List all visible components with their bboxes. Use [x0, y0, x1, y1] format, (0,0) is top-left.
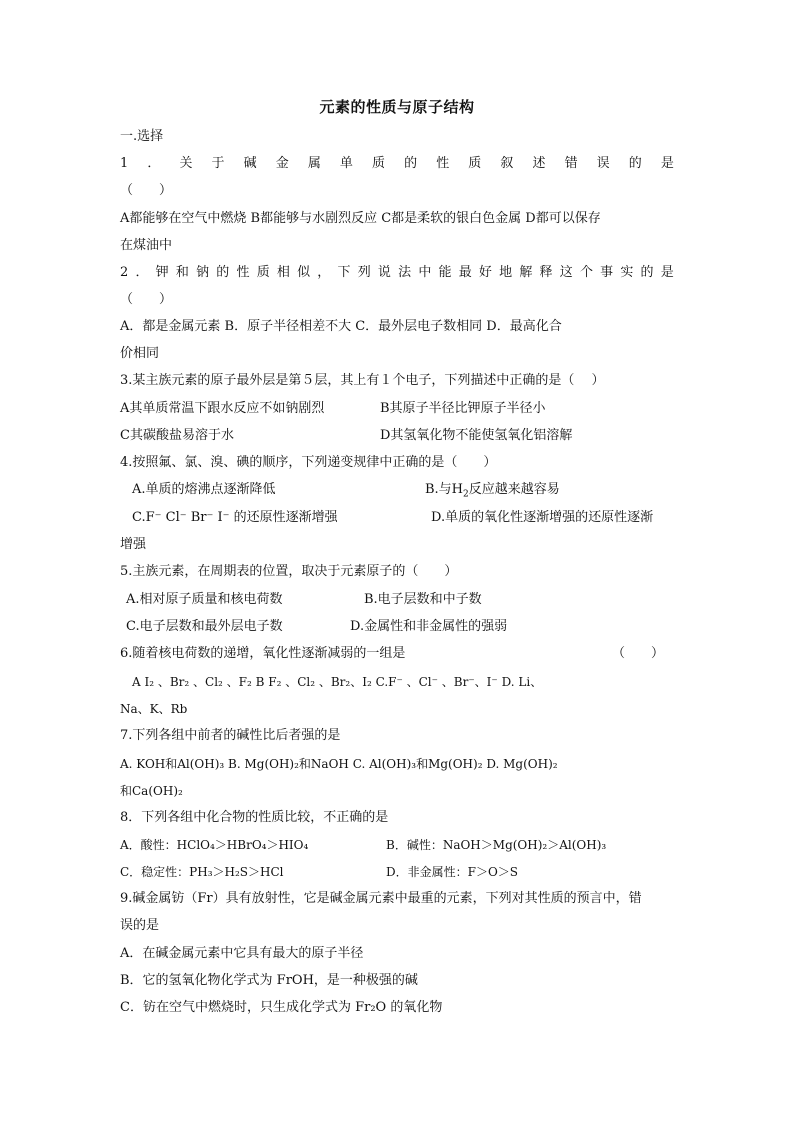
- q1-stem-char: 质: [372, 156, 386, 171]
- q1-blank: （ ）: [120, 183, 173, 198]
- q5-option-d: D.金属性和非金属性的强弱: [350, 619, 508, 634]
- q1-stem-char: 碱: [243, 156, 257, 171]
- q1-stem-char: 单: [339, 156, 353, 171]
- q3-option-b: B其原子半径比钾原子半径小: [380, 401, 546, 416]
- q2-stem-char: 钾: [155, 265, 169, 280]
- q2-stem: [120, 264, 674, 282]
- q8-option-d: D．非金属性：F＞O＞S: [386, 865, 519, 879]
- q2-stem-char: 相: [276, 265, 290, 280]
- q3-option-a: A其单质常温下跟水反应不如钠剧烈: [120, 401, 325, 416]
- q7-options: A. KOH和Al(OH)₃ B. Mg(OH)₂和NaOH C. Al(OH)₃和Mg(OH)₂ D. Mg(OH)₂: [120, 757, 558, 771]
- q3-option-c: C其碳酸盐易溶于水: [120, 428, 234, 443]
- q1-stem-char: 错: [564, 156, 578, 171]
- q1-stem-char: ．: [147, 156, 161, 171]
- q2-stem-char: 似: [297, 265, 311, 280]
- q6-options-cont: Na、K、Rb: [120, 702, 188, 716]
- q2-stem-char: 能: [438, 265, 452, 280]
- q2-options: A．都是金属元素 B．原子半径相差不大 C．最外层电子数相同 D．最高化合: [120, 319, 562, 334]
- q2-blank: （ ）: [120, 292, 173, 307]
- q2-stem-char: ．: [135, 265, 149, 280]
- q4-option-a: A.单质的熔沸点逐渐降低: [132, 482, 276, 497]
- q6-stem: 6.随着核电荷数的递增，氧化性逐渐减弱的一组是: [120, 646, 406, 661]
- q2-stem-char: 最: [458, 265, 472, 280]
- section-heading: 一.选择: [120, 129, 164, 144]
- q4-option-b-pre: B.与H: [425, 482, 464, 497]
- q4-option-d: D.单质的氧化性逐渐增强的还原性逐渐: [431, 510, 654, 525]
- q8-option-a: A．酸性：HClO₄＞HBrO₄＞HIO₄: [120, 838, 309, 852]
- q9-stem-cont: 误的是: [120, 918, 160, 933]
- q1-stem-char: 于: [211, 156, 225, 171]
- q7-stem: 7.下列各组中前者的碱性比后者强的是: [120, 728, 341, 743]
- q2-stem-char: 和: [175, 265, 189, 280]
- q9-option-a: A．在碱金属元素中它具有最大的原子半径: [120, 946, 364, 961]
- q1-options-cont: 在煤油中: [120, 238, 173, 253]
- q2-stem-char: 个: [579, 265, 593, 280]
- q1-stem-char: 属: [307, 156, 321, 171]
- q1-stem-char: 的: [404, 156, 418, 171]
- q1-stem-char: 关: [179, 156, 193, 171]
- q1-options: A都能够在空气中燃烧 B都能够与水剧烈反应 C都是柔软的银白色金属 D都可以保存: [120, 211, 601, 226]
- q1-stem-char: 1: [120, 156, 129, 171]
- q1-stem-char: 的: [628, 156, 642, 171]
- q2-stem-char: ，: [317, 265, 331, 280]
- q5-option-c: C.电子层数和最外层电子数: [126, 619, 283, 634]
- q2-stem-char: 中: [418, 265, 432, 280]
- q2-stem-char: 的: [216, 265, 230, 280]
- q4-option-c: C.F⁻ Cl⁻ Br⁻ I⁻ 的还原性逐渐增强: [132, 510, 338, 525]
- q2-stem-char: 是: [660, 265, 674, 280]
- q2-options-cont: 价相同: [120, 346, 160, 361]
- q1-stem-char: 叙: [500, 156, 514, 171]
- q2-stem-char: 地: [499, 265, 513, 280]
- q1-stem-char: 述: [532, 156, 546, 171]
- q5-stem: 5.主族元素，在周期表的位置，取决于元素原子的（ ）: [120, 564, 458, 579]
- q2-stem-char: 列: [357, 265, 371, 280]
- q2-stem-char: 质: [256, 265, 270, 280]
- q3-option-d: D其氢氧化物不能使氢氧化铝溶解: [380, 428, 573, 443]
- q2-stem-char: 性: [236, 265, 250, 280]
- q1-stem-char: 金: [275, 156, 289, 171]
- q4-stem: 4.按照氟、氯、溴、碘的顺序，下列递变规律中正确的是（ ）: [120, 455, 497, 470]
- q1-stem-char: 误: [596, 156, 610, 171]
- q8-stem: 8．下列各组中化合物的性质比较，不正确的是: [120, 810, 389, 825]
- q9-stem: 9.碱金属钫（Fr）具有放射性，它是碱金属元素中最重的元素，下列对其性质的预言中，错: [120, 891, 642, 906]
- q4-option-d-cont: 增强: [120, 537, 147, 552]
- q2-stem-char: 钠: [196, 265, 210, 280]
- q3-stem: 3.某主族元素的原子最外层是第５层，其上有１个电子，下列描述中正确的是（ ）: [120, 373, 605, 388]
- q5-option-b: B.电子层数和中子数: [364, 592, 482, 607]
- q9-option-c: C．钫在空气中燃烧时，只生成化学式为 Fr₂O 的氧化物: [120, 1000, 443, 1015]
- q4-option-b-post: 反应越来越容易: [468, 482, 560, 497]
- q2-stem-char: 解: [519, 265, 533, 280]
- q1-stem-char: 质: [468, 156, 482, 171]
- q6-options: A I₂ 、Br₂ 、Cl₂ 、F₂ B F₂ 、Cl₂ 、Br₂、I₂ C.F⁻ 、Cl⁻ 、Br⁻、I⁻ D. Li、: [132, 675, 543, 689]
- page-title: 元素的性质与原子结构: [319, 98, 475, 116]
- q2-stem-char: 实: [620, 265, 634, 280]
- q2-stem-char: 这: [559, 265, 573, 280]
- q8-option-c: C．稳定性：PH₃＞H₂S＞HCl: [120, 865, 284, 879]
- q8-option-b: B．碱性：NaOH＞Mg(OH)₂＞Al(OH)₃: [386, 838, 607, 852]
- q1-stem-char: 性: [436, 156, 450, 171]
- q4-option-b: [425, 481, 685, 499]
- q2-stem-char: 下: [337, 265, 351, 280]
- q2-stem-char: 事: [600, 265, 614, 280]
- q6-blank: （ ）: [612, 646, 665, 661]
- q9-option-b: B．它的氢氧化物化学式为 FrOH，是一种极强的碱: [120, 973, 418, 988]
- q4-option-b-sub: 2: [463, 489, 469, 500]
- q2-stem-char: 好: [478, 265, 492, 280]
- q2-stem-char: 2: [120, 265, 129, 280]
- q2-stem-char: 释: [539, 265, 553, 280]
- q2-stem-char: 法: [398, 265, 412, 280]
- q2-stem-char: 的: [640, 265, 654, 280]
- q5-option-a: A.相对原子质量和核电荷数: [126, 592, 283, 607]
- q7-options-cont: 和Ca(OH)₂: [120, 784, 183, 798]
- q1-stem-char: 是: [660, 156, 674, 171]
- q2-stem-char: 说: [377, 265, 391, 280]
- q1-stem: [120, 155, 674, 173]
